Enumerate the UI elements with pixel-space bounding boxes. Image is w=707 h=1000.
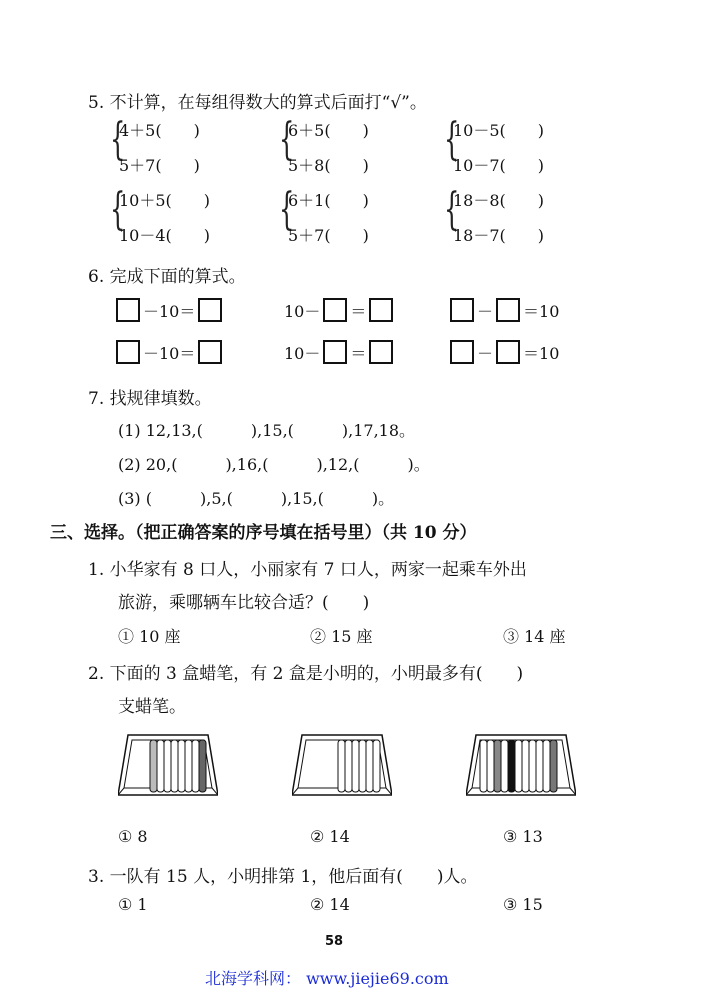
s3-q3-line1: 3. 一队有 15 人，小明排第 1，他后面有( )人。 bbox=[88, 867, 478, 887]
q6-equation bbox=[283, 340, 393, 364]
option[interactable]: ③ 15 bbox=[503, 895, 543, 914]
q5-expr: 18－8( ) bbox=[453, 191, 545, 210]
q6-op: 10－ bbox=[284, 343, 321, 363]
q5-expr: 10－7( ) bbox=[453, 156, 545, 175]
q6-op: － bbox=[477, 301, 494, 321]
brace-icon: { bbox=[444, 184, 460, 235]
answer-box[interactable] bbox=[369, 340, 393, 364]
option[interactable]: ① 10 座 bbox=[118, 627, 181, 646]
s3-q2-line2: 支蜡笔。 bbox=[118, 697, 186, 717]
answer-box[interactable] bbox=[369, 298, 393, 322]
q5-expr: 6＋5( ) bbox=[288, 121, 369, 140]
option[interactable]: ② 14 bbox=[310, 895, 350, 914]
q6-op: 10－ bbox=[284, 301, 321, 321]
answer-box[interactable] bbox=[198, 340, 222, 364]
footer-link[interactable]: 北海学科网： www.jiejie69.com bbox=[205, 969, 449, 988]
answer-box[interactable] bbox=[323, 298, 347, 322]
q6-title: 6. 完成下面的算式。 bbox=[88, 267, 246, 287]
q6-op: ＝ bbox=[350, 343, 367, 363]
brace-icon: { bbox=[110, 114, 126, 165]
answer-box[interactable] bbox=[198, 298, 222, 322]
option[interactable]: ① 8 bbox=[118, 827, 148, 846]
answer-box[interactable] bbox=[450, 340, 474, 364]
q6-op: ＝ bbox=[350, 301, 367, 321]
q5-expr: 6＋1( ) bbox=[288, 191, 369, 210]
crayon-box-icon bbox=[118, 730, 218, 800]
answer-box[interactable] bbox=[323, 340, 347, 364]
q6-equation bbox=[450, 340, 560, 364]
brace-icon: { bbox=[444, 114, 460, 165]
q7-sequence: (1) 12,13,( ),15,( ),17,18。 bbox=[118, 421, 416, 440]
q6-op: ＝10 bbox=[523, 343, 560, 363]
crayon-box-icon bbox=[292, 730, 392, 800]
answer-box[interactable] bbox=[116, 298, 140, 322]
brace-icon: { bbox=[110, 184, 126, 235]
option[interactable]: ① 1 bbox=[118, 895, 148, 914]
q7-title: 7. 找规律填数。 bbox=[88, 389, 212, 409]
option[interactable]: ② 14 bbox=[310, 827, 350, 846]
q6-op: －10＝ bbox=[143, 301, 196, 321]
q5-expr: 10－4( ) bbox=[119, 226, 211, 245]
brace-icon: { bbox=[279, 184, 295, 235]
option[interactable]: ② 15 座 bbox=[310, 627, 373, 646]
q7-sequence: (2) 20,( ),16,( ),12,( )。 bbox=[118, 455, 430, 474]
q5-expr: 18－7( ) bbox=[453, 226, 545, 245]
q6-equation bbox=[283, 298, 393, 322]
s3-q1-line1: 1. 小华家有 8 口人，小丽家有 7 口人，两家一起乘车外出 bbox=[88, 560, 527, 580]
q7-sequence: (3) ( ),5,( ),15,( )。 bbox=[118, 489, 395, 508]
q5-expr: 10＋5( ) bbox=[119, 191, 211, 210]
brace-icon: { bbox=[279, 114, 295, 165]
q6-equation bbox=[116, 340, 222, 364]
s3-q2-line1: 2. 下面的 3 盒蜡笔，有 2 盒是小明的，小明最多有( ) bbox=[88, 664, 524, 684]
answer-box[interactable] bbox=[450, 298, 474, 322]
crayon-box-icon bbox=[466, 730, 576, 800]
answer-box[interactable] bbox=[496, 340, 520, 364]
q5-title: 5. 不计算，在每组得数大的算式后面打“√”。 bbox=[88, 93, 427, 113]
page-number: 58 bbox=[325, 934, 344, 949]
q6-op: － bbox=[477, 343, 494, 363]
option[interactable]: ③ 13 bbox=[503, 827, 543, 846]
q5-expr: 5＋7( ) bbox=[288, 226, 369, 245]
q5-expr: 5＋7( ) bbox=[119, 156, 200, 175]
answer-box[interactable] bbox=[496, 298, 520, 322]
option[interactable]: ③ 14 座 bbox=[503, 627, 566, 646]
q5-expr: 5＋8( ) bbox=[288, 156, 369, 175]
q6-op: ＝10 bbox=[523, 301, 560, 321]
q5-expr: 4＋5( ) bbox=[119, 121, 200, 140]
q6-op: －10＝ bbox=[143, 343, 196, 363]
s3-q1-line2: 旅游，乘哪辆车比较合适？( ) bbox=[118, 593, 370, 613]
q6-equation bbox=[450, 298, 560, 322]
section-title: 三、选择。（把正确答案的序号填在括号里）（共 10 分） bbox=[50, 523, 477, 543]
q5-expr: 10－5( ) bbox=[453, 121, 545, 140]
q6-equation bbox=[116, 298, 222, 322]
answer-box[interactable] bbox=[116, 340, 140, 364]
